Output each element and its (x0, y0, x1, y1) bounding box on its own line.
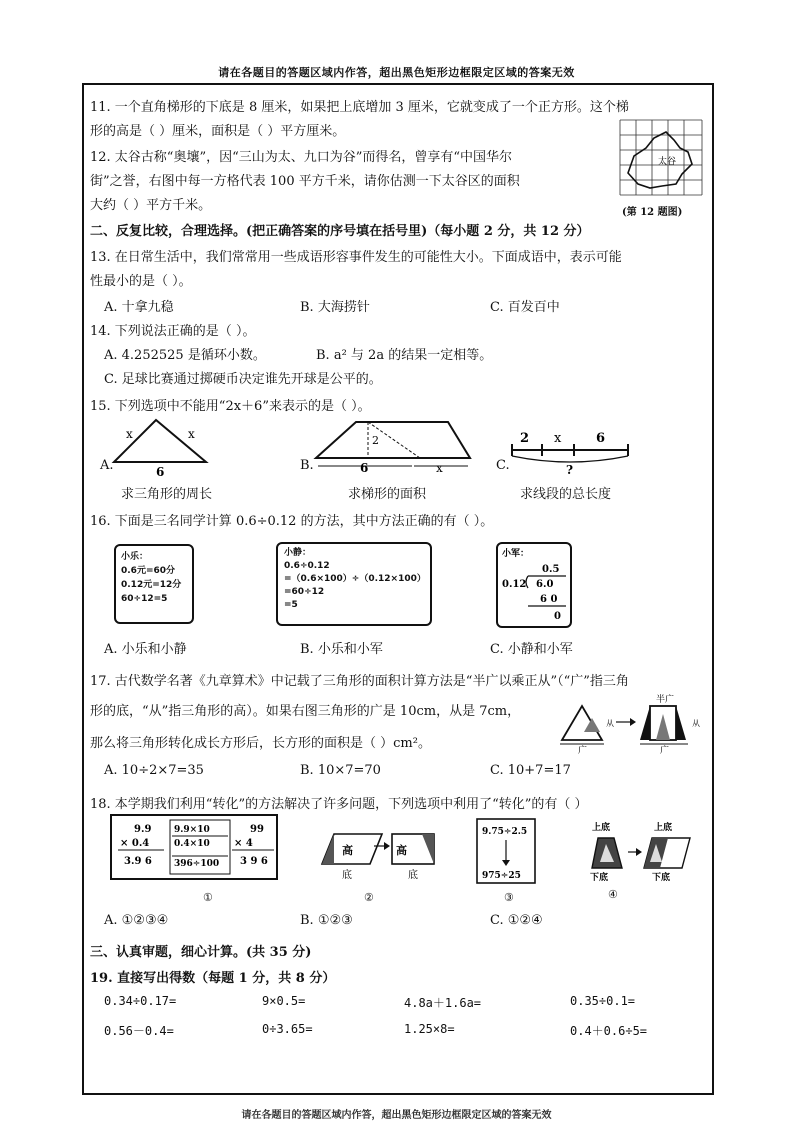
xiaojun-remainder: 0 (554, 611, 561, 622)
map-label: 太谷 (658, 157, 677, 167)
fig1-step3: 396÷100 (174, 859, 220, 869)
q19-r1-c4: 0.35÷0.1= (570, 994, 636, 1008)
fig2-base-2: 底 (408, 870, 418, 881)
xiaole-line-3: 60÷12=5 (121, 594, 168, 604)
fig4-top-1: 上底 (592, 823, 611, 833)
xiaojing-line-2: =（0.6×100）÷（0.12×100） (284, 574, 426, 584)
q14-stem: 14. 下列说法正确的是（ ）。 (90, 324, 256, 339)
q13-option-a: A. 十拿九稳 (104, 300, 174, 315)
fig1-mul-a: 9.9 (134, 824, 152, 835)
xiaojun-product: 6 0 (540, 594, 558, 605)
q17-option-c: C. 10+7=17 (490, 763, 571, 778)
fig1-mul-b: × 0.4 (120, 838, 150, 849)
q18-fig-number-4: ④ (608, 888, 618, 901)
seg-label-3: 6 (596, 431, 606, 446)
fig1-r-a: 99 (250, 824, 264, 835)
q11-line1: 11. 一个直角梯形的下底是 8 厘米，如果把上底增加 3 厘米，它就变成了一个正方形。这个梯 (90, 100, 629, 115)
seg-label-2: x (554, 431, 562, 446)
q18-option-b: B. ①②③ (300, 913, 353, 928)
xiaojun-divisor: 0.12 (502, 579, 527, 590)
fig3-top: 9.75÷2.5 (482, 827, 528, 837)
fig1-r-res: 3 9 6 (240, 856, 268, 867)
q13-option-c: C. 百发百中 (490, 300, 560, 315)
q18-figure-4 (578, 818, 694, 884)
q19-r2-c2: 0÷3.65= (262, 1022, 313, 1036)
q19-r2-c3: 1.25×8= (404, 1022, 455, 1036)
fig4-top-2: 上底 (654, 823, 673, 833)
seg-label-1: 2 (520, 431, 530, 446)
q15-label-c: C. (496, 458, 510, 473)
q16-option-a: A. 小乐和小静 (104, 642, 187, 657)
footer-note: 请在各题目的答题区域内作答，超出黑色矩形边框限定区域的答案无效 (241, 1110, 552, 1121)
q18-figure-2 (318, 830, 440, 884)
q11-line2: 形的高是（ ）厘米，面积是（ ）平方厘米。 (90, 124, 346, 139)
q16-box-xiaole (114, 544, 194, 624)
fig17-base-left: 广 (578, 746, 588, 756)
q19-r2-c1: 0.56－0.4= (104, 1024, 174, 1038)
q18-figure-1 (110, 814, 278, 880)
fig2-high-1: 高 (342, 844, 353, 857)
q13-line2: 性最小的是（ ）。 (90, 274, 192, 289)
q17-triangle-figure (556, 692, 708, 754)
section2-heading: 二、反复比较，合理选择。(把正确答案的序号填在括号里)（每小题 2 分，共 12 分） (90, 224, 590, 239)
xiaole-line-1: 0.6元=60分 (121, 566, 176, 576)
q16-option-b: B. 小乐和小军 (300, 642, 383, 657)
q13-line1: 13. 在日常生活中，我们常常用一些成语形容事件发生的可能性大小。下面成语中，表示可能 (90, 250, 622, 265)
q19-r1-c1: 0.34÷0.17= (104, 994, 177, 1008)
q19-r1-c2: 9×0.5= (262, 994, 306, 1008)
q16-box-xiaojun (496, 542, 572, 628)
q15-label-a: A. (100, 458, 114, 473)
q17-option-a: A. 10÷2×7=35 (104, 763, 204, 778)
q18-option-c: C. ①②④ (490, 913, 543, 928)
seg-total: ? (566, 463, 574, 477)
q12-fig-caption: (第 12 题图) (622, 207, 683, 218)
xiaojing-line-4: =5 (284, 600, 298, 610)
xiaole-line-2: 0.12元=12分 (121, 580, 182, 590)
q17-option-b: B. 10×7=70 (300, 763, 381, 778)
fig3-bottom: 975÷25 (482, 871, 521, 881)
q16-option-c: C. 小静和小军 (490, 642, 573, 657)
q15-caption-a: 求三角形的周长 (121, 487, 213, 502)
q12-line2: 街”之誉，右图中每一方格代表 100 平方千米，请你估测一下太谷区的面积 (90, 174, 520, 189)
trap-base-left: 6 (360, 461, 369, 475)
q18-stem: 18. 本学期我们利用“转化”的方法解决了许多问题，下列选项中利用了“转化”的有（ ） (90, 797, 588, 812)
fig4-bottom-1: 下底 (590, 873, 609, 883)
fig1-mul-res: 3.9 6 (124, 856, 152, 867)
tri-side-left: x (126, 427, 133, 441)
q16-stem: 16. 下面是三名同学计算 0.6÷0.12 的方法，其中方法正确的有（ ）。 (90, 514, 494, 529)
q18-fig-number-3: ③ (504, 891, 514, 904)
q15-caption-c: 求线段的总长度 (520, 487, 612, 502)
q19-stem: 19. 直接写出得数（每题 1 分，共 8 分） (90, 971, 336, 986)
section3-heading: 三、认真审题，细心计算。(共 35 分) (90, 945, 312, 960)
fig17-half-base: 半广 (656, 695, 675, 705)
q12-line3: 大约（ ）平方千米。 (90, 198, 212, 213)
q19-r2-c4: 0.4＋0.6÷5= (570, 1024, 648, 1038)
q15-caption-b: 求梯形的面积 (348, 487, 427, 502)
q19-r1-c3: 4.8a＋1.6a= (404, 996, 482, 1010)
q15-segment-figure (508, 428, 632, 476)
fig4-bottom-2: 下底 (652, 873, 671, 883)
q17-line3: 那么将三角形转化成长方形后，长方形的面积是（ ）cm²。 (90, 736, 431, 751)
fig1-step2: 0.4×10 (174, 839, 210, 849)
fig17-base-right: 广 (660, 746, 670, 756)
q13-option-b: B. 大海捞针 (300, 300, 370, 315)
q17-line2: 形的底，“从”指三角形的高）。如果右图三角形的广是 10cm，从是 7cm， (90, 704, 521, 719)
fig1-step1: 9.9×10 (174, 825, 210, 835)
xiaojun-long-division (498, 544, 570, 626)
q14-option-b: B. a² 与 2a 的结果一定相等。 (316, 348, 493, 363)
xiaojun-quotient: 0.5 (542, 564, 560, 575)
tri-side-right: x (188, 427, 195, 441)
tri-base: 6 (156, 465, 165, 479)
header-note: 请在各题目的答题区域内作答，超出黑色矩形边框限定区域的答案无效 (218, 66, 575, 79)
xiaojing-line-1: 0.6÷0.12 (284, 561, 330, 571)
q18-option-a: A. ①②③④ (104, 913, 169, 928)
q15-label-b: B. (300, 458, 314, 473)
q15-stem: 15. 下列选项中不能用“2x＋6”来表示的是（ ）。 (90, 399, 371, 414)
q15-trapezoid-figure (312, 414, 474, 476)
fig1-r-b: × 4 (234, 838, 253, 849)
fig2-base-1: 底 (342, 870, 352, 881)
xiaojun-dividend: 6.0 (536, 579, 554, 590)
xiaojun-title: 小军： (502, 549, 530, 559)
xiaojing-line-3: =60÷12 (284, 587, 325, 597)
xiaojing-title: 小静： (284, 548, 312, 558)
q12-line1: 12. 太谷古称“奥壤”，因“三山为太、九口为谷”而得名，曾享有“中国华尔 (90, 150, 513, 165)
q17-line1: 17. 古代数学名著《九章算术》中记载了三角形的面积计算方法是“半广以乘正从”（“广”指三角 (90, 674, 629, 689)
q14-option-c: C. 足球比赛通过掷硬币决定谁先开球是公平的。 (104, 372, 382, 387)
fig17-height-left: 从 (606, 719, 614, 728)
q18-figure-3 (476, 818, 536, 884)
q18-fig-number-2: ② (364, 891, 374, 904)
q14-option-a: A. 4.252525 是循环小数。 (104, 348, 266, 363)
trap-height: 2 (372, 434, 379, 447)
q15-triangle-figure (110, 414, 210, 479)
q16-box-xiaojing (276, 542, 432, 626)
xiaole-title: 小乐： (121, 552, 149, 562)
fig17-height-right: 从 (692, 719, 700, 728)
fig2-high-2: 高 (396, 844, 407, 857)
trap-base-right: x (436, 461, 443, 475)
q18-fig-number-1: ① (203, 891, 213, 904)
q12-map-figure (618, 118, 704, 198)
